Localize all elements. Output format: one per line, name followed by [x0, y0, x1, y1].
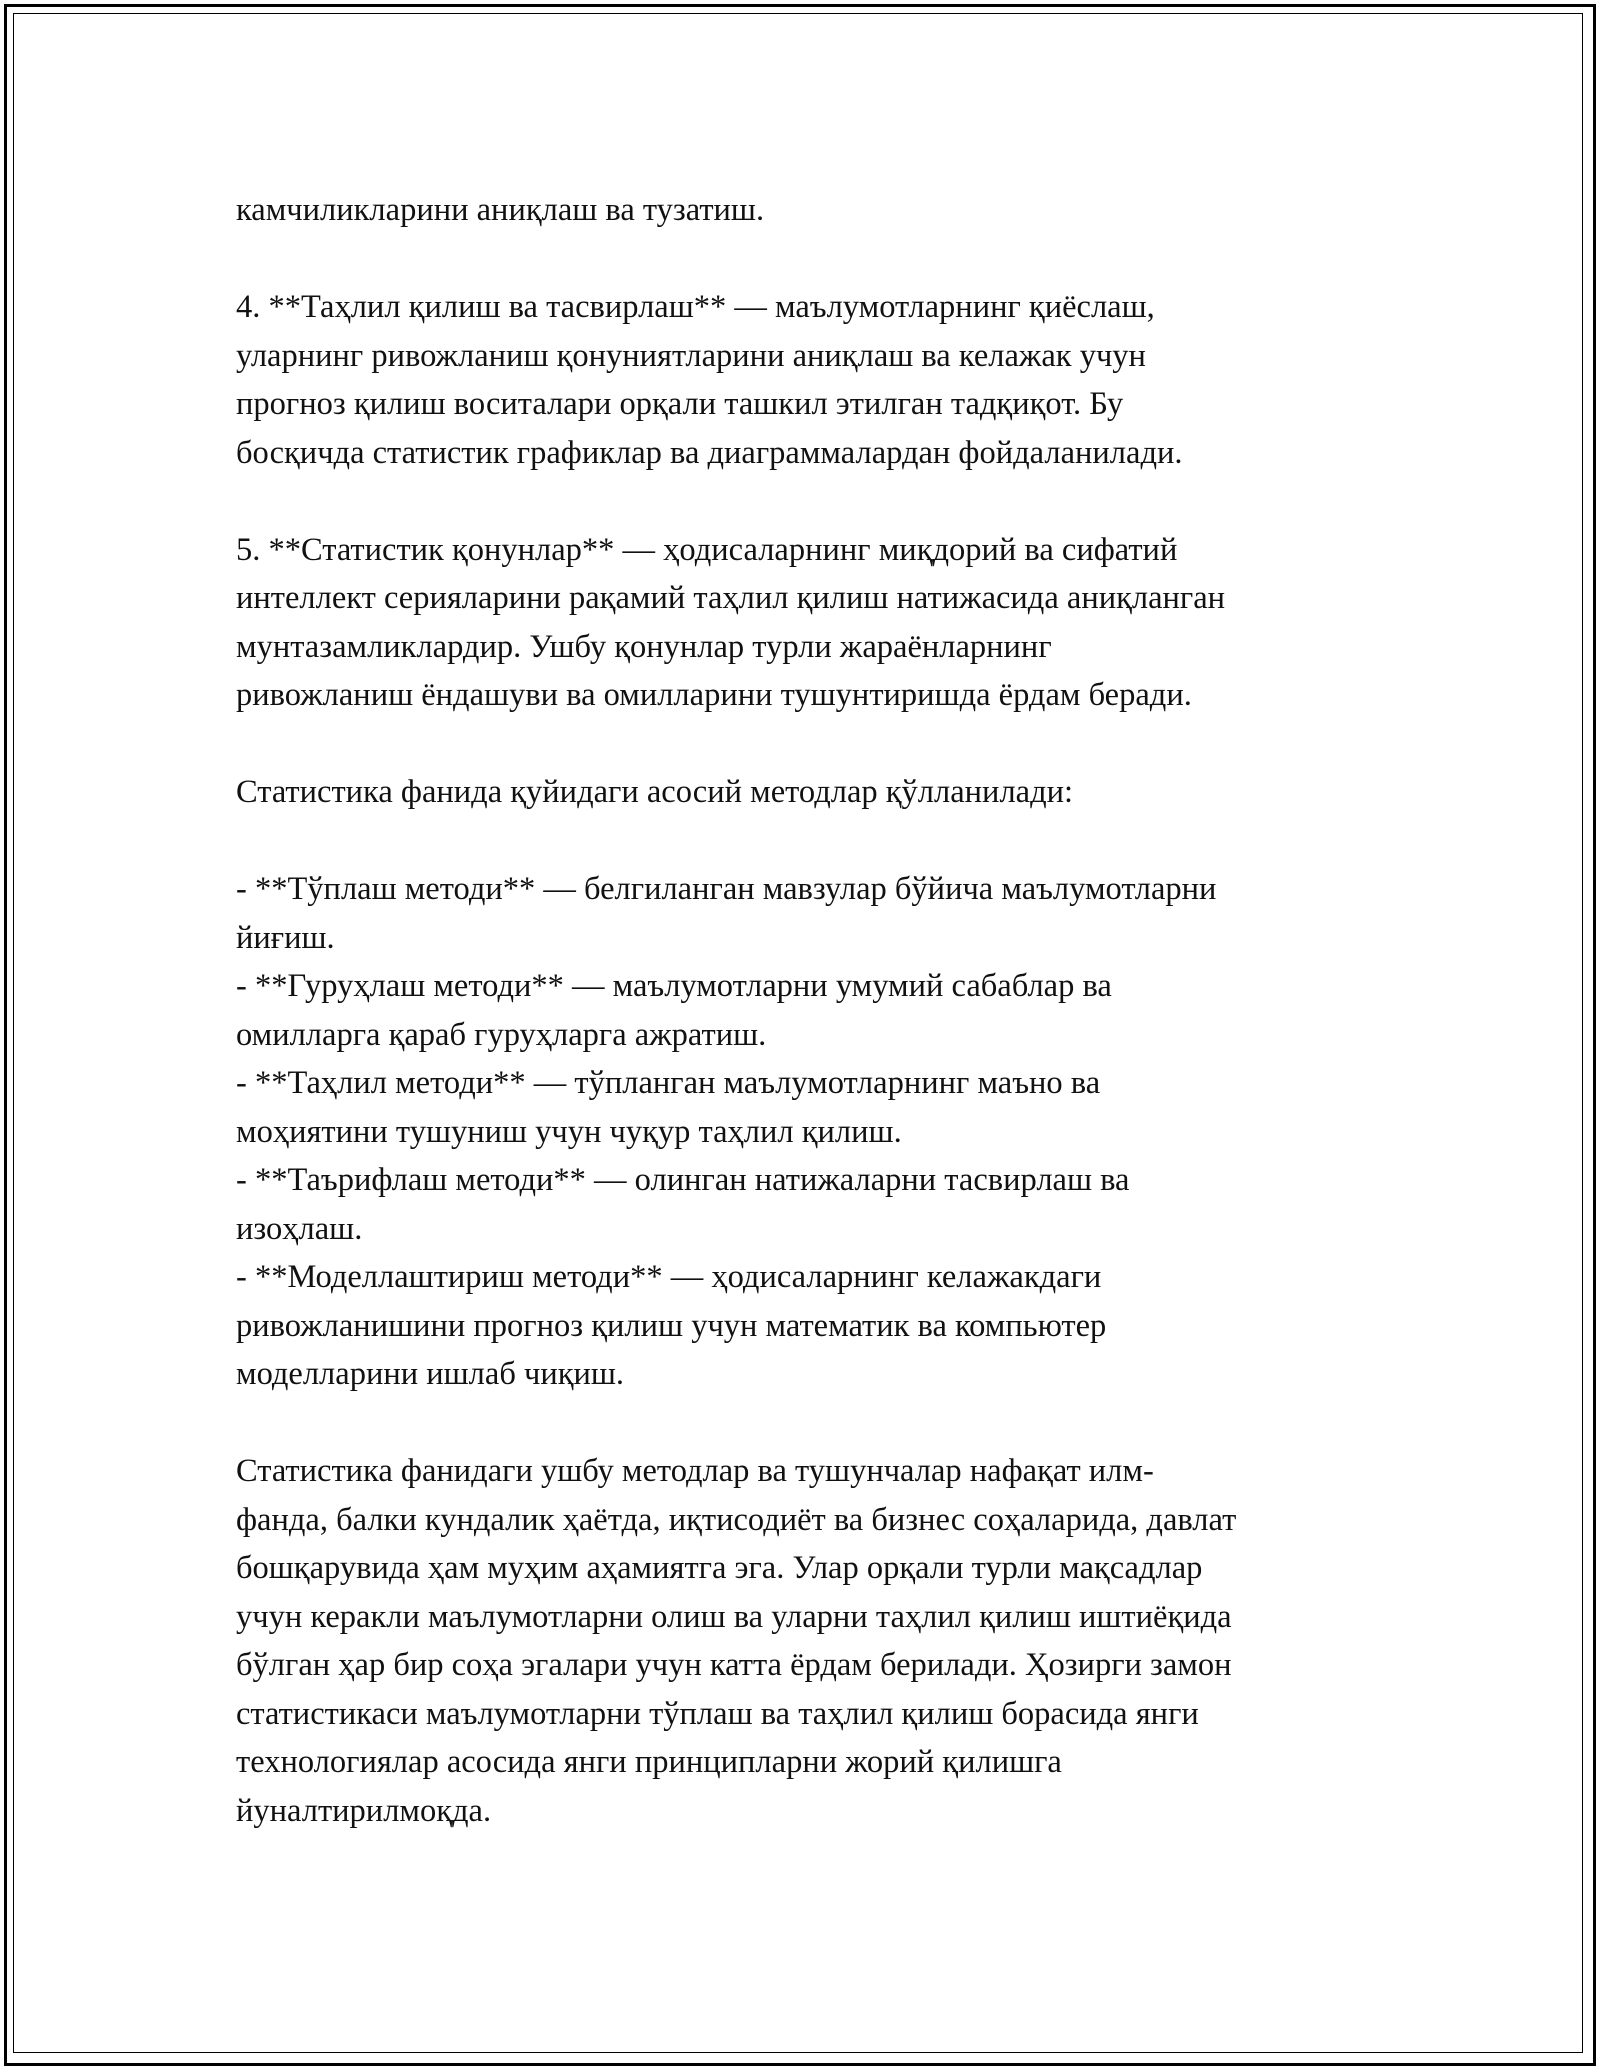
- document-body: [236, 186, 1426, 1835]
- text-line: бўлган ҳар бир соҳа эгалари учун катта ёрдам берилади. Ҳозирги замон: [236, 1647, 1232, 1683]
- list-item-line: моҳиятини тушуниш учун чуқур таҳлил қилиш.: [236, 1113, 902, 1150]
- list-item-line: - **Тўплаш методи** — белгиланган мавзулар бўйича маълумотларни: [236, 871, 1217, 907]
- text-line: Статистика фанидаги ушбу методлар ва тушунчалар нафақат илм-: [236, 1453, 1154, 1489]
- list-item-line: ривожланишини прогноз қилиш учун математик ва компьютер: [236, 1307, 1107, 1344]
- list-item-line: моделларини ишлаб чиқиш.: [236, 1356, 625, 1392]
- list-item-line: - **Таърифлаш методи** — олинган натижаларни тасвирлаш ва: [236, 1162, 1130, 1198]
- text-line: босқичда статистик графиклар ва диаграммалардан фойдаланилади.: [236, 434, 1183, 471]
- text-line: уларнинг ривожланиш қонуниятларини аниқлаш ва келажак учун: [236, 337, 1146, 374]
- list-item-line: - **Моделлаштириш методи** — ҳодисаларнинг келажакдаги: [236, 1259, 1102, 1295]
- text-line: 4. **Таҳлил қилиш ва тасвирлаш** — маълумотларнинг қиёслаш,: [236, 289, 1155, 325]
- list-item-line: - **Гуруҳлаш методи** — маълумотларни умумий сабаблар ва: [236, 968, 1112, 1004]
- text-line: Статистика фанида қуйидаги асосий методлар қўлланилади:: [236, 774, 1074, 810]
- text-line: статистикаси маълумотларни тўплаш ва таҳлил қилиш борасида янги: [236, 1695, 1199, 1732]
- text-line: технологиялар асосида янги принципларни жорий қилишга: [236, 1744, 1062, 1780]
- paragraph-gap: [236, 720, 1426, 769]
- text-line: прогноз қилиш воситалари орқали ташкил этилган тадқиқот. Бу: [236, 386, 1124, 422]
- text-line: учун керакли маълумотларни олиш ва уларни таҳлил қилиш иштиёқида: [236, 1598, 1232, 1635]
- list-item-line: - **Таҳлил методи** — тўпланган маълумотларнинг маъно ва: [236, 1065, 1101, 1101]
- paragraph-gap: [236, 1399, 1426, 1448]
- text-line: ривожланиш ёндашуви ва омилларини тушунтиришда ёрдам беради.: [236, 677, 1192, 713]
- text-line: интеллект серияларини рақамий таҳлил қилиш натижасида аниқланган: [236, 580, 1226, 616]
- paragraph-gap: [236, 235, 1426, 284]
- text-line: фанда, балки кундалик ҳаётда, иқтисодиёт ва бизнес соҳаларида, давлат: [236, 1501, 1237, 1538]
- text-line: бошқарувида ҳам муҳим аҳамиятга эга. Улар орқали турли мақсадлар: [236, 1550, 1203, 1586]
- text-line: 5. **Статистик қонунлар** — ҳодисаларнинг миқдорий ва сифатий: [236, 531, 1178, 568]
- text-line: мунтазамликлардир. Ушбу қонунлар турли жараёнларнинг: [236, 628, 1052, 665]
- list-item-line: омилларга қараб гуруҳларга ажратиш.: [236, 1016, 767, 1053]
- list-item-line: изоҳлаш.: [236, 1210, 363, 1247]
- text-line: йуналтирилмоқда.: [236, 1792, 492, 1829]
- paragraph-gap: [236, 817, 1426, 866]
- list-item-line: йиғиш.: [236, 919, 335, 956]
- paragraph-gap: [236, 477, 1426, 526]
- text-line: камчиликларини аниқлаш ва тузатиш.: [236, 192, 765, 228]
